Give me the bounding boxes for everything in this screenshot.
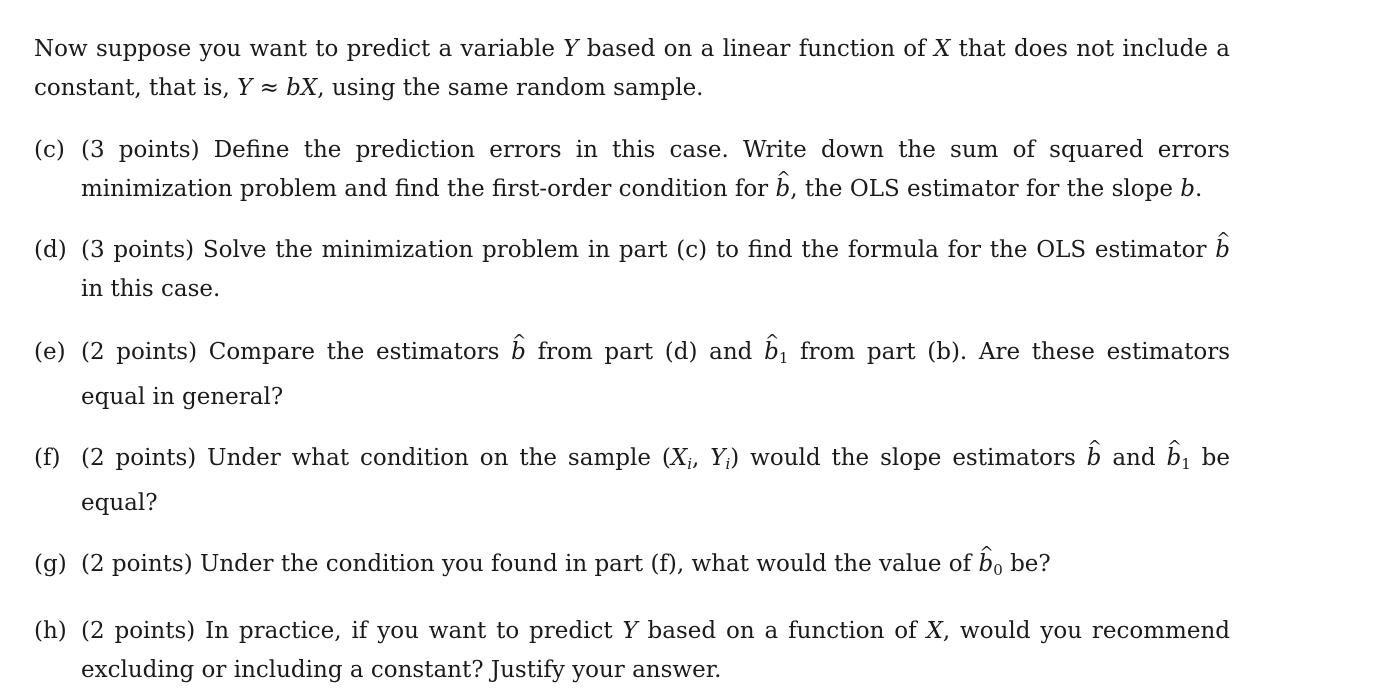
var-y: Y [563,36,579,62]
question-label: (f) [34,445,61,471]
b-hat: ^ b [1087,439,1102,478]
b-hat: ^ b [1215,231,1230,270]
b1-hat: ^ b [764,333,779,372]
b-hat: ^ b [776,170,791,209]
b-hat: ^ b [511,333,526,372]
question-f: (f) (2 points) Under what condition on the sample (Xi, Yi) would the slope estimators ^ b and ^ $b_1$ be equal? [34,439,1230,523]
question-h: (h) (2 points) In practice, if you want to predict Y based on a function of X, would you recommend excluding or including a constant? Justify your answer. [34,612,1230,690]
question-d: (d) (3 points) Solve the minimization problem in part (c) to find the formula for the OLS estimator ^ b in this case. [34,231,1230,309]
question-e: (e) (2 points) Compare the estimators ^ b from part (d) and ^ $b_1$ from part (b). Are these estimators equal in general? [34,333,1230,417]
question-label: (d) [34,237,67,263]
question-label: (g) [34,551,67,577]
problem-page [34,30,1230,690]
b0-hat: ^ b [978,545,993,584]
question-label: (c) [34,137,65,163]
question-label: (h) [34,618,67,644]
question-label: (e) [34,339,66,365]
formula-y-approx-bx: Y ≈ bX [237,75,318,101]
var-x: X [933,36,951,62]
b1-hat: ^ b [1166,439,1181,478]
question-g: (g) (2 points) Under the condition you found in part (f), what would the value of ^ $b_0$ be? [34,545,1230,590]
question-c: (c) (3 points) Define the prediction errors in this case. Write down the sum of squared errors minimization problem and find the first-order condition for ^ b, the OLS estimator for the slope b. [34,131,1230,209]
intro-paragraph: Now suppose you want to predict a variable Y based on a linear function of X that does not include a constant, that is, Y ≈ bX, using the same random sample. [34,36,1230,101]
